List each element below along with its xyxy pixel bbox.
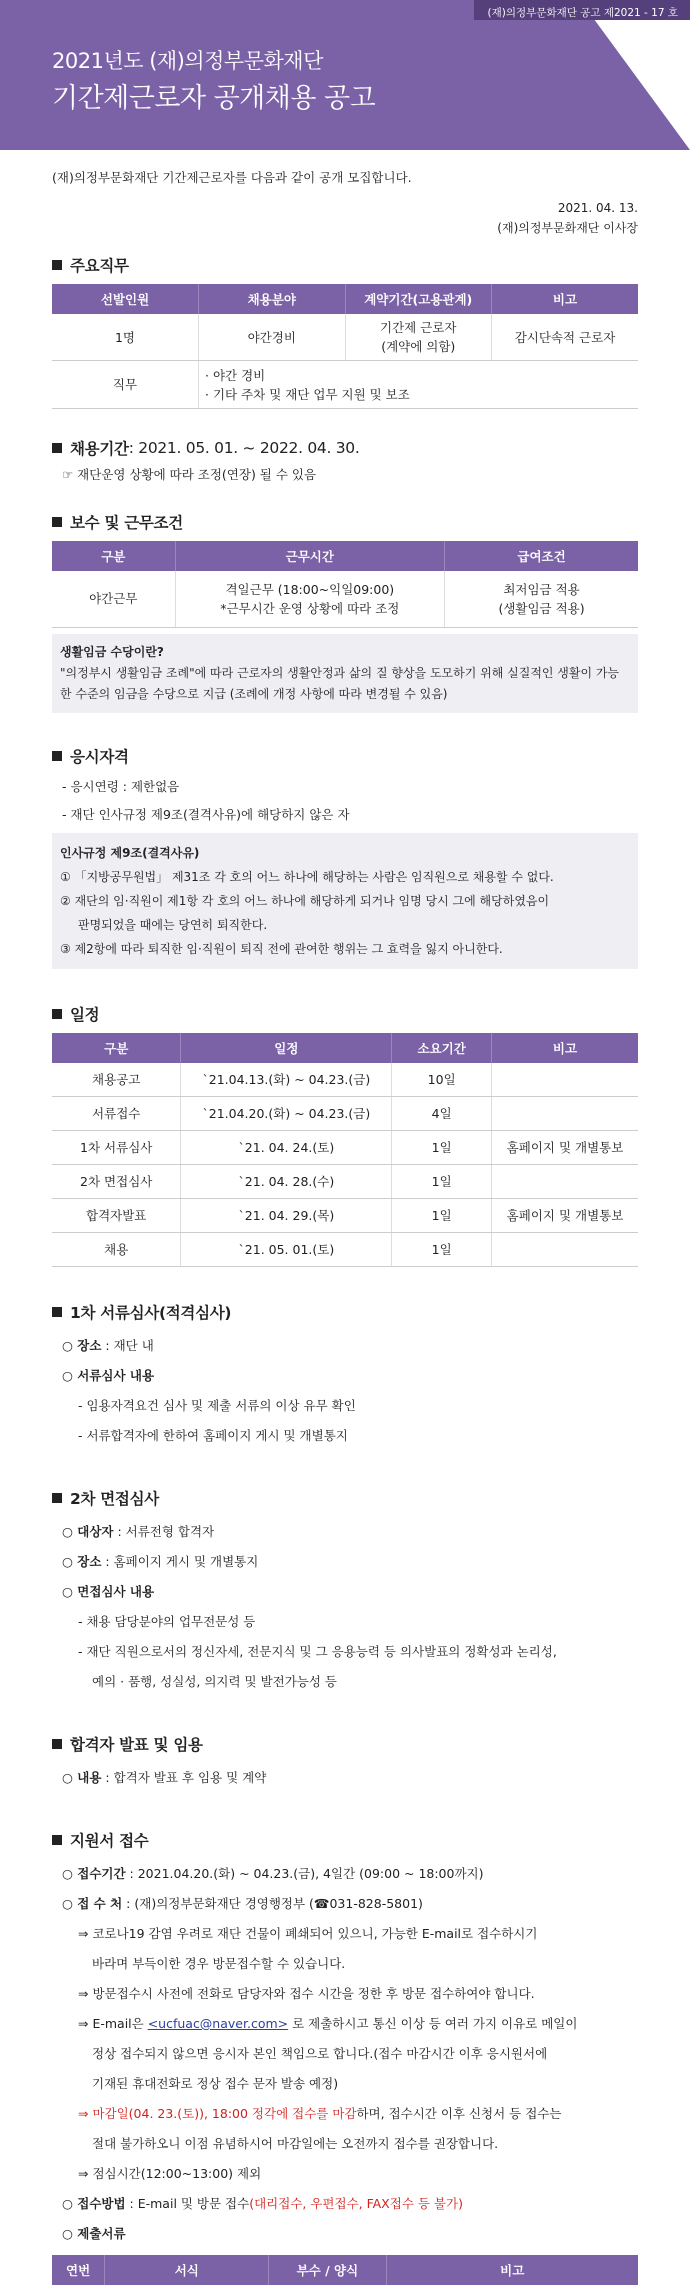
section-heading-period: 채용기간 : 2021. 05. 01. ~ 2022. 04. 30. xyxy=(52,437,638,459)
section-heading-application: 지원서 접수 xyxy=(52,1829,638,1851)
section-heading-schedule: 일정 xyxy=(52,1003,638,1025)
table-row: 서류접수 `21.04.20.(화) ~ 04.23.(금) 4일 xyxy=(52,1097,638,1131)
section-heading-pay: 보수 및 근무조건 xyxy=(52,511,638,533)
bullet-square-icon xyxy=(52,517,62,527)
pay-table: 구분 근무시간 급여조건 야간근무 격일근무 (18:00~익일09:00) *근무시간 운영 상황에 따라 조정 최저임금 적용 (생활임금 적용) xyxy=(52,541,638,628)
header-banner xyxy=(0,0,690,150)
table-row: 합격자발표 `21. 04. 29.(목) 1일 홈페이지 및 개별통보 xyxy=(52,1199,638,1233)
eligibility-age: - 응시연령 : 제한없음 xyxy=(62,778,180,794)
issuer: (재)의정부문화재단 이사장 xyxy=(497,221,638,235)
table-row: 채용 `21. 05. 01.(토) 1일 xyxy=(52,1233,638,1267)
bullet-square-icon xyxy=(52,260,62,270)
bullet-square-icon xyxy=(52,1835,62,1845)
documents-table: 연번 서식 부수 / 양식 비고 xyxy=(52,2255,638,2285)
announcement-page: (재)의정부문화재단 공고 제2021 - 17 호 2021년도 (재)의정부문화재단 기간제근로자 공개채용 공고 (재)의정부문화재단 기간제근로자를 다음과 같이 공개 모집합니다. 2021. 04. 13. (재)의정부문화재단 이사장 주요직무 선발인원 채용분야 계약기간(고용관계) 비고 1명 야간경비 기간제 근로자 (계약에 의함) 감시단속적 근로자 직무 · 야간 경비 · 기타 주차 및 재단 업무 지원 및 보조 채용기간 : 2021. 05. 01. ~ 2022. 04. 30. ☞ 재단운영 상황에 따라 조정(연장) 될 수 있음 보수 및 근무조건 구분 근무시간 급여조건 야간근무 격일근무 (18:00~익일09:00) *근무시간 운영 상황에 따라 조정 최저임금 적용 (생활임금 적용) 생활임금 수당이란? "의정부시 생활임금 조례"에 따라 근로자의 생활안정과 삶의 질 향상을 도모하기 위해 실질적인 생활이 가능한 수준의 임금을 수당으로 지급 (조례에 개정 사항에 따라 변경될 수 있음) 응시자격 - 응시연령 : 제한없음 - 재단 인사규정 제9조(결격사유)에 해당하지 않은 자 인사규정 제9조(결격사유) ① 「지방공무원법」 제31조 각 호의 어느 하나에 해당하는 사람은 임직원으로 채용할 수 없다. ② 재단의 임·직원이 제1항 각 호의 어느 하나에 해당하게 되거나 임명 당시 그에 해당하였음이 판명되었을 때에는 당연히 퇴직한다. ③ 제2항에 따라 퇴직한 임·직원이 퇴직 전에 관여한 행위는 그 효력을 잃지 아니한다. 일정 구분 일정 소요기간 비고 채용공고 `21.04.13.(화) ~ 04.23.(금) 10일 서류접수 `21.04.20.(화) ~ 04.23.(금) 4일 1차 서류심사 `21. 04. 24.(토) 1일 홈페이지 및 개별통보 2차 면접심사 `21. 04. 28.(수) 1일 합격자발표 `21. 04. 29.(목) 1일 홈페이지 및 개별통보 채용 `21. 05. 01.(토) 1일 1차 서류심사(적격심사) ○ 장소 : 재단 내 ○ 서류심사 내용 - 임용자격요건 심사 및 제출 서류의 이상 유무 확인 - 서류합격자에 한하여 홈페이지 게시 및 개별통지 2차 면접심사 ○ 대상자 : 서류전형 합격자 ○ 장소 : 홈페이지 게시 및 개별통지 ○ 면접심사 내용 - 채용 담당분야의 업무전문성 등 - 재단 직원으로서의 정신자세, 전문지식 및 그 응용능력 등 의사발표의 정확성과 논리성, 예의 · 품행, 성실성, 의지력 및 발전가능성 등 합격자 발표 및 임용 ○ 내용 : 합격자 발표 후 임용 및 계약 지원서 접수 ○ 접수기간 : 2021.04.20.(화) ~ 04.23.(금), 4일간 (09:00 ~ 18:00까지) ○ 접 수 처 : (재)의정부문화재단 경영행정부 (☎031-828-5801) ⇒ 코로나19 감염 우려로 재단 건물이 폐쇄되어 있으니, 가능한 E-mail로 접수하시기 바라며 부득이한 경우 방문접수할 수 있습니다. ⇒ 방문접수시 사전에 전화로 담당자와 접수 시간을 정한 후 방문 접수하여야 합니다. ⇒ E-mail은 <ucfuac@naver.com> 로 제출하시고 통신 이상 등 여러 가지 이유로 메일이 정상 접수되지 않으면 응시자 본인 책임으로 합니다.(접수 마감시간 이후 응시원서에 기재된 휴대전화로 정상 접수 문자 발송 예정) ⇒ 마감일(04. 23.(토)), 18:00 정각에 접수를 마감하며, 접수시간 이후 신청서 등 접수는 절대 불가하오니 이점 유념하시어 마감일에는 오전까지 접수를 권장합니다. ⇒ 점심시간(12:00~13:00) 제외 ○ 접수방법 : E-mail 및 방문 접수(대리접수, 우편접수, FAX접수 등 불가) ○ 제출서류 연번 서식 부수 / 양식 비고 xyxy=(0,0,690,2259)
eligibility-rule: - 재단 인사규정 제9조(결격사유)에 해당하지 않은 자 xyxy=(62,806,350,822)
schedule-table: 구분 일정 소요기간 비고 채용공고 `21.04.13.(화) ~ 04.23.(금) 10일 서류접수 `21.04.20.(화) ~ 04.23.(금) 4일 1차 서류심사 `21. 04. 24.(토) 1일 홈페이지 및 개별통보 2차 면접심사 `21. 04. 28.(수) 1일 합격자발표 `21. 04. 29.(목) 1일 홈페이지 및 개별통보 채용 `21. 05. 01.(토) 1일 xyxy=(52,1033,638,1268)
email-link[interactable]: <ucfuac@naver.com> xyxy=(147,2016,289,2031)
table-row: 1차 서류심사 `21. 04. 24.(토) 1일 홈페이지 및 개별통보 xyxy=(52,1131,638,1165)
table-row: 2차 면접심사 `21. 04. 28.(수) 1일 xyxy=(52,1165,638,1199)
header-subtitle: 2021년도 (재)의정부문화재단 xyxy=(52,49,323,73)
page-title: 기간제근로자 공개채용 공고 xyxy=(52,83,376,114)
intro-text: (재)의정부문화재단 기간제근로자를 다음과 같이 공개 모집합니다. xyxy=(52,170,412,185)
bullet-square-icon xyxy=(52,1009,62,1019)
header-corner-decoration xyxy=(580,0,690,150)
bullet-square-icon xyxy=(52,443,62,453)
section-heading-document-review: 1차 서류심사(적격심사) xyxy=(52,1301,638,1323)
bullet-square-icon xyxy=(52,1307,62,1317)
table-row: 채용공고 `21.04.13.(화) ~ 04.23.(금) 10일 xyxy=(52,1063,638,1097)
bullet-square-icon xyxy=(52,1493,62,1503)
living-wage-info-box: 생활임금 수당이란? "의정부시 생활임금 조례"에 따라 근로자의 생활안정과 삶의 질 향상을 도모하기 위해 실질적인 생활이 가능한 수준의 임금을 수당으로 지급 (조례에 개정 사항에 따라 변경될 수 있음) xyxy=(52,634,638,713)
section-heading-announcement: 합격자 발표 및 임용 xyxy=(52,1733,638,1755)
disqualification-box: 인사규정 제9조(결격사유) ① 「지방공무원법」 제31조 각 호의 어느 하나에 해당하는 사람은 임직원으로 채용할 수 없다. ② 재단의 임·직원이 제1항 각 호의 어느 하나에 해당하게 되거나 임명 당시 그에 해당하였음이 판명되었을 때에는 당연히 퇴직한다. ③ 제2항에 따라 퇴직한 임·직원이 퇴직 전에 관여한 행위는 그 효력을 잃지 아니한다. xyxy=(52,833,638,969)
section-heading-duties: 주요직무 xyxy=(52,254,638,276)
period-note: ☞ 재단운영 상황에 따라 조정(연장) 될 수 있음 xyxy=(62,467,317,482)
bullet-square-icon xyxy=(52,1739,62,1749)
bullet-square-icon xyxy=(52,751,62,761)
section-heading-interview: 2차 면접심사 xyxy=(52,1487,638,1509)
notice-date: 2021. 04. 13. xyxy=(557,201,638,215)
duties-table: 선발인원 채용분야 계약기간(고용관계) 비고 1명 야간경비 기간제 근로자 (계약에 의함) 감시단속적 근로자 직무 · 야간 경비 · 기타 주차 및 재단 업무 지원 및 보조 xyxy=(52,284,638,409)
notice-number-badge: (재)의정부문화재단 공고 제2021 - 17 호 xyxy=(474,0,690,20)
section-heading-eligibility: 응시자격 xyxy=(52,745,638,767)
